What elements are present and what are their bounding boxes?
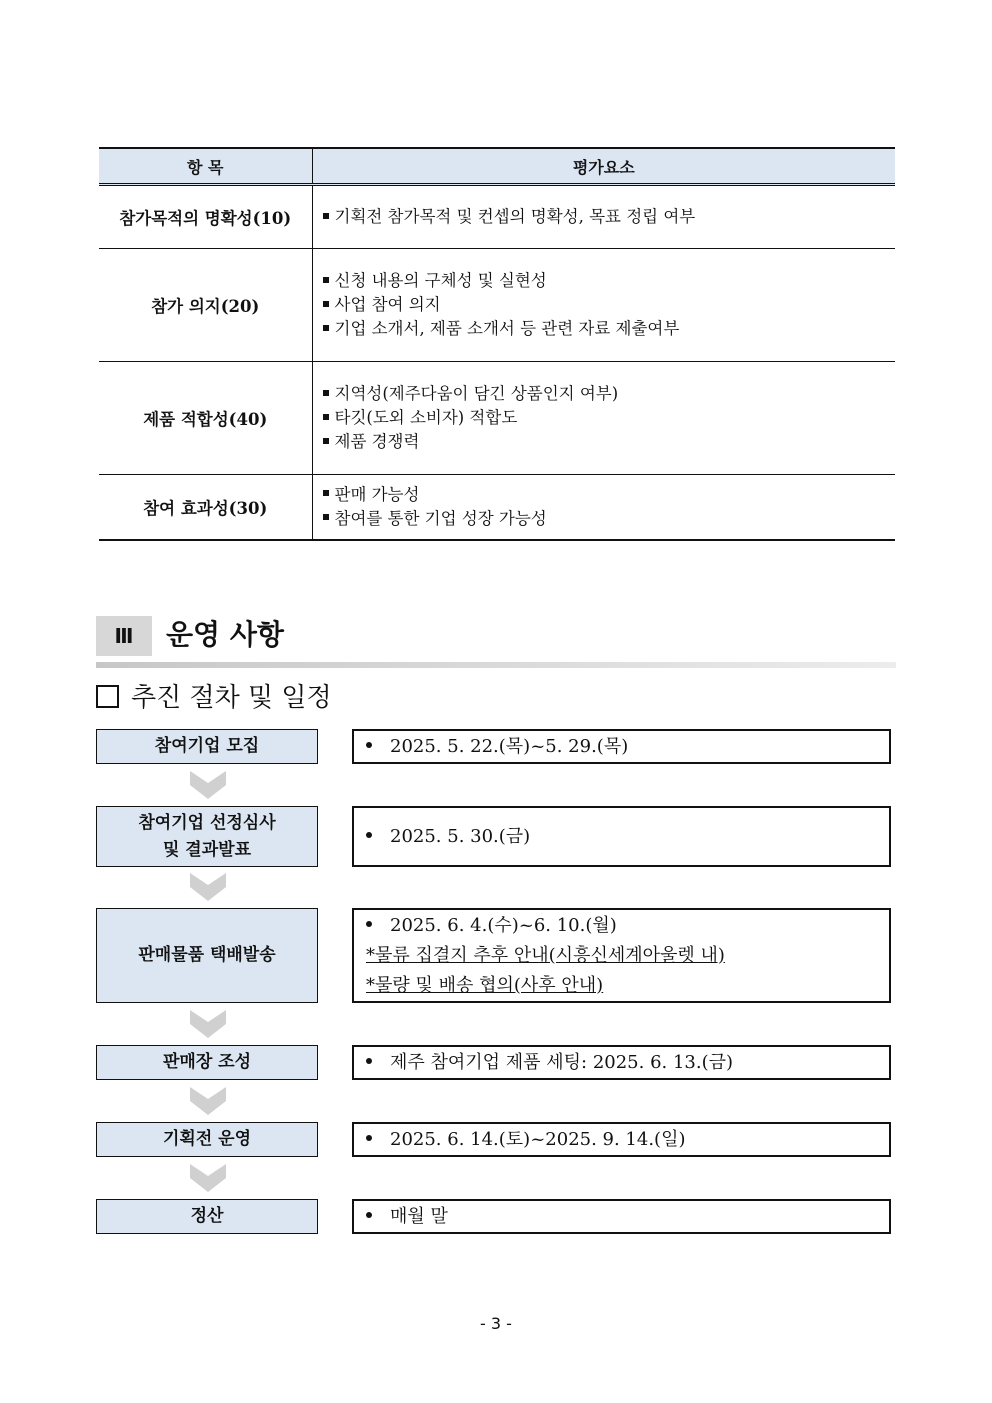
chevron-down-icon bbox=[190, 771, 226, 799]
bullet-icon bbox=[366, 742, 372, 748]
bullet-icon bbox=[366, 921, 372, 927]
page-number: - 3 - bbox=[480, 1314, 512, 1333]
row-item: 제품 적합성(40) bbox=[99, 362, 312, 475]
process-step: 참여기업 선정심사 및 결과발표 bbox=[96, 806, 318, 867]
row-elements bbox=[312, 475, 895, 540]
square-bullet-icon bbox=[323, 490, 329, 496]
process-step: 판매장 조성 bbox=[96, 1045, 318, 1080]
row-item: 참가 의지(20) bbox=[99, 249, 312, 362]
square-bullet-icon bbox=[323, 301, 329, 307]
step-detail: 2025. 5. 22.(목)~5. 29.(목) bbox=[352, 729, 891, 764]
evaluation-table bbox=[99, 147, 895, 541]
chevron-down-icon bbox=[190, 1164, 226, 1192]
list-item: 사업 참여 의지 bbox=[323, 293, 896, 317]
table-row bbox=[99, 185, 895, 249]
header-elements: 평가요소 bbox=[312, 148, 895, 185]
square-bullet-icon bbox=[323, 514, 329, 520]
step-detail: 2025. 5. 30.(금) bbox=[352, 806, 891, 867]
section-title: 운영 사항 bbox=[166, 618, 284, 651]
row-item: 참여 효과성(30) bbox=[99, 475, 312, 540]
chevron-down-icon bbox=[190, 1010, 226, 1038]
section-divider bbox=[96, 662, 896, 668]
chevron-down-icon bbox=[190, 1087, 226, 1115]
bullet-icon bbox=[366, 1212, 372, 1218]
subsection-title: 추진 절차 및 일정 bbox=[96, 678, 332, 718]
table-row bbox=[99, 362, 895, 475]
square-bullet-icon bbox=[323, 325, 329, 331]
row-item: 참가목적의 명확성(10) bbox=[99, 185, 312, 249]
header-item: 항 목 bbox=[99, 148, 312, 185]
list-item: 판매 가능성 bbox=[323, 483, 896, 507]
bullet-icon bbox=[366, 832, 372, 838]
list-item: 기업 소개서, 제품 소개서 등 관련 자료 제출여부 bbox=[323, 317, 896, 341]
bullet-icon bbox=[366, 1058, 372, 1064]
process-step: 기획전 운영 bbox=[96, 1122, 318, 1157]
table-row bbox=[99, 475, 895, 540]
bullet-icon bbox=[366, 1135, 372, 1141]
list-item: 신청 내용의 구체성 및 실현성 bbox=[323, 269, 896, 293]
table-header-row bbox=[99, 148, 895, 185]
square-bullet-icon bbox=[323, 213, 329, 219]
list-item: 제품 경쟁력 bbox=[323, 430, 896, 454]
list-item: 참여를 통한 기업 성장 가능성 bbox=[323, 507, 896, 531]
step-detail: 매월 말 bbox=[352, 1199, 891, 1234]
checkbox-icon bbox=[96, 685, 119, 708]
square-bullet-icon bbox=[323, 438, 329, 444]
process-step: 판매물품 택배발송 bbox=[96, 908, 318, 1003]
step-detail: 2025. 6. 4.(수)~6. 10.(월) *물류 집결지 추후 안내(시흥신세계아울렛 내) *물량 및 배송 협의(사후 안내) bbox=[352, 908, 891, 1003]
process-step: 참여기업 모집 bbox=[96, 729, 318, 764]
chevron-down-icon bbox=[190, 873, 226, 901]
list-item: 지역성(제주다움이 담긴 상품인지 여부) bbox=[323, 382, 896, 406]
list-item: 타깃(도외 소비자) 적합도 bbox=[323, 406, 896, 430]
step-detail: 2025. 6. 14.(토)~2025. 9. 14.(일) bbox=[352, 1122, 891, 1157]
square-bullet-icon bbox=[323, 390, 329, 396]
list-item: 기획전 참가목적 및 컨셉의 명확성, 목표 정립 여부 bbox=[323, 205, 896, 229]
row-elements bbox=[312, 185, 895, 249]
row-elements bbox=[312, 249, 895, 362]
row-elements bbox=[312, 362, 895, 475]
square-bullet-icon bbox=[323, 277, 329, 283]
square-bullet-icon bbox=[323, 414, 329, 420]
step-detail: 제주 참여기업 제품 세팅: 2025. 6. 13.(금) bbox=[352, 1045, 891, 1080]
section-number: Ⅲ bbox=[96, 616, 152, 656]
process-step: 정산 bbox=[96, 1199, 318, 1234]
table-row bbox=[99, 249, 895, 362]
